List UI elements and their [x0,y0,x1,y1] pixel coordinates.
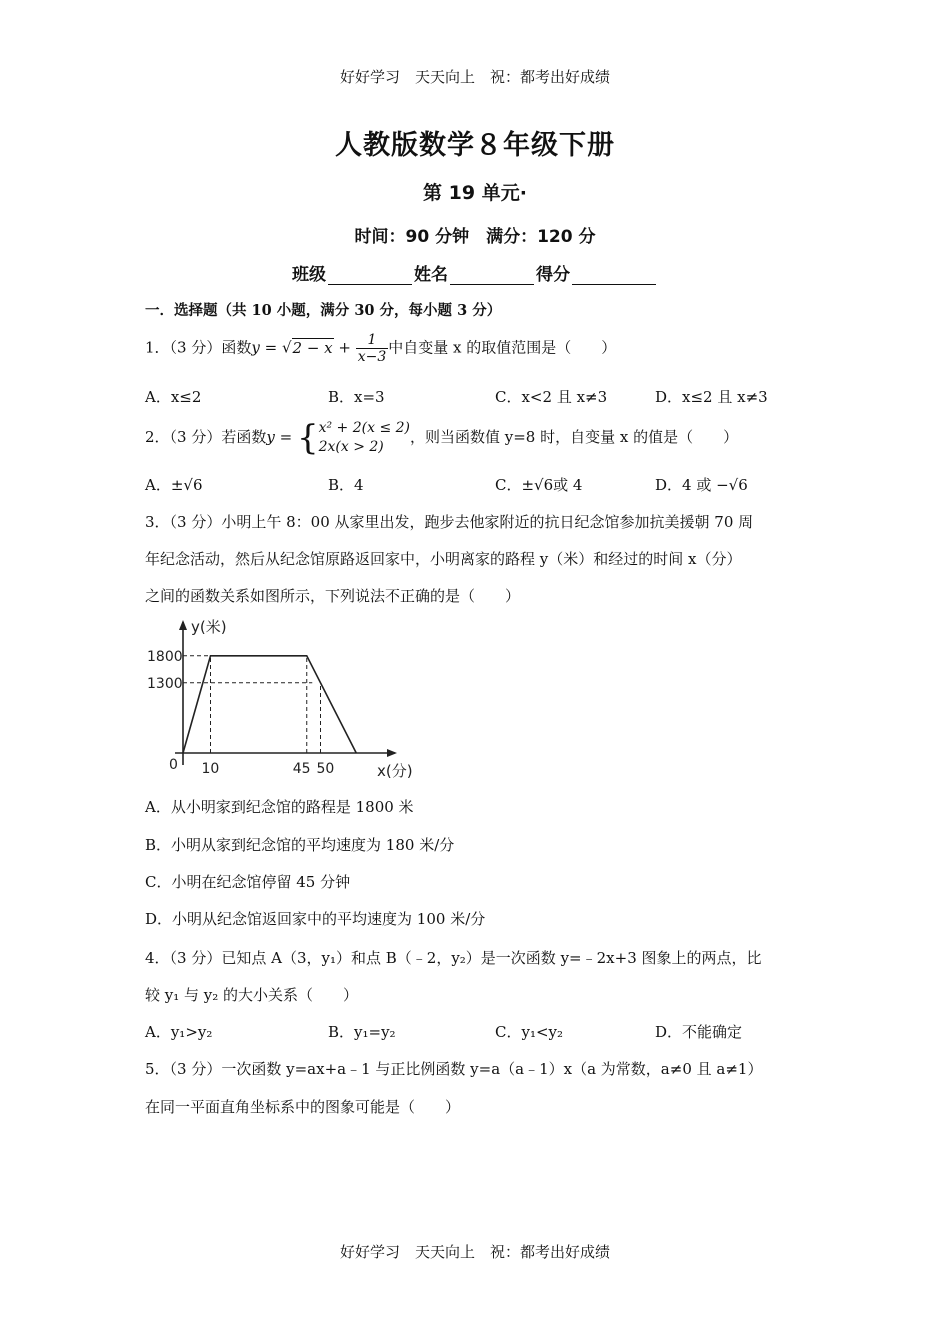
x-tick-label: 50 [316,761,335,777]
q1-option-c: C．x<2 且 x≠3 [495,388,608,406]
q3-line-2: 年纪念活动，然后从纪念馆原路返回家中，小明离家的路程 y（米）和经过的时间 x（分） [145,550,742,568]
x-axis-arrow [387,749,397,757]
distance-series-line [183,656,356,753]
x-tick-label: 45 [292,761,311,777]
q4-line-1: 4．（3 分）已知点 A（3，y₁）和点 B（﹣2，y₂）是一次函数 y=﹣2x+3 图象上的两点，比 [145,949,762,967]
page-title: 人教版数学８年级下册 [335,130,615,161]
origin-label: 0 [169,757,178,773]
q4-line-2: 较 y₁ 与 y₂ 的大小关系（ ） [145,986,359,1004]
q2-brace: { [296,418,319,458]
q3-line-1: 3．（3 分）小明上午 8：00 从家里出发，跑步去他家附近的抗日纪念馆参加抗美援朝 70 周 [145,513,754,531]
q2-option-c: C．±√6或 4 [495,476,583,494]
class-label: 班级 [292,265,326,285]
q1-prefix: 1．（3 分）函数 [145,338,252,357]
q2-option-d: D．4 或 −√6 [655,476,748,494]
q2-option-b: B．4 [328,476,364,494]
name-blank[interactable] [450,266,534,285]
q2-case1: x² + 2(x ≤ 2) [318,420,410,436]
x-tick-label: 10 [201,761,220,777]
q4-option-b: B．y₁=y₂ [328,1023,396,1041]
q3-option-a: A．从小明家到纪念馆的路程是 1800 米 [145,798,414,816]
x-axis-label: x(分) [377,762,413,780]
distance-time-chart [145,612,435,790]
q1-option-b: B．x=3 [328,388,385,406]
student-fields [0,260,950,285]
question-1 [145,332,616,365]
q3-option-d: D．小明从纪念馆返回家中的平均速度为 100 米/分 [145,910,486,928]
q1-suffix: 中自变量 x 的取值范围是（ ） [388,338,617,357]
q1-sqrt: 2 − x [292,338,333,357]
q5-line-1: 5．（3 分）一次函数 y=ax+a﹣1 与正比例函数 y=a（a﹣1）x（a 为常数，a≠0 且 a≠1） [145,1060,763,1078]
q1-fraction [356,332,389,365]
section-heading: 一．选择题（共 10 小题，满分 30 分，每小题 3 分） [145,302,502,319]
y-axis-arrow [179,620,187,630]
unit-subtitle: 第 19 单元· [423,182,527,204]
score-label: 得分 [536,265,570,285]
q4-option-c: C．y₁<y₂ [495,1023,564,1041]
q1-radical: √ [281,338,292,357]
y-tick-label: 1800 [147,648,183,665]
score-blank[interactable] [572,266,656,285]
q2-eq: = [274,428,297,446]
q2-prefix: 2．（3 分）若函数 [145,428,267,446]
y-tick-label: 1300 [147,675,183,692]
y-axis-label: y(米) [191,618,227,636]
q2-cases [319,419,410,457]
name-label: 姓名 [414,265,448,285]
q2-option-a: A．±√6 [145,476,203,494]
question-2 [145,419,738,457]
q1-plus: + [333,338,356,357]
q4-option-a: A．y₁>y₂ [145,1023,213,1041]
q1-eq: = [259,338,282,357]
class-blank[interactable] [328,266,412,285]
page-header: 好好学习 天天向上 祝：都考出好成绩 [339,68,610,86]
q1-y: y [251,338,260,357]
q1-frac-den: x−3 [357,349,387,365]
q1-frac-num: 1 [356,332,389,349]
page-footer: 好好学习 天天向上 祝：都考出好成绩 [339,1243,610,1261]
q3-option-c: C．小明在纪念馆停留 45 分钟 [145,873,351,891]
time-score-info: 时间：90 分钟 满分：120 分 [354,227,596,247]
q1-option-a: A．x≤2 [145,388,202,406]
q3-line-3: 之间的函数关系如图所示，下列说法不正确的是（ ） [145,587,521,605]
q2-y: y [266,428,275,446]
q2-suffix: ，则当函数值 y=8 时，自变量 x 的值是（ ） [410,428,739,446]
q2-case2: 2x(x > 2) [318,439,384,455]
q4-option-d: D．不能确定 [655,1023,743,1041]
q1-option-d: D．x≤2 且 x≠3 [655,388,768,406]
q5-line-2: 在同一平面直角坐标系中的图象可能是（ ） [145,1098,461,1116]
q3-option-b: B．小明从家到纪念馆的平均速度为 180 米/分 [145,836,455,854]
